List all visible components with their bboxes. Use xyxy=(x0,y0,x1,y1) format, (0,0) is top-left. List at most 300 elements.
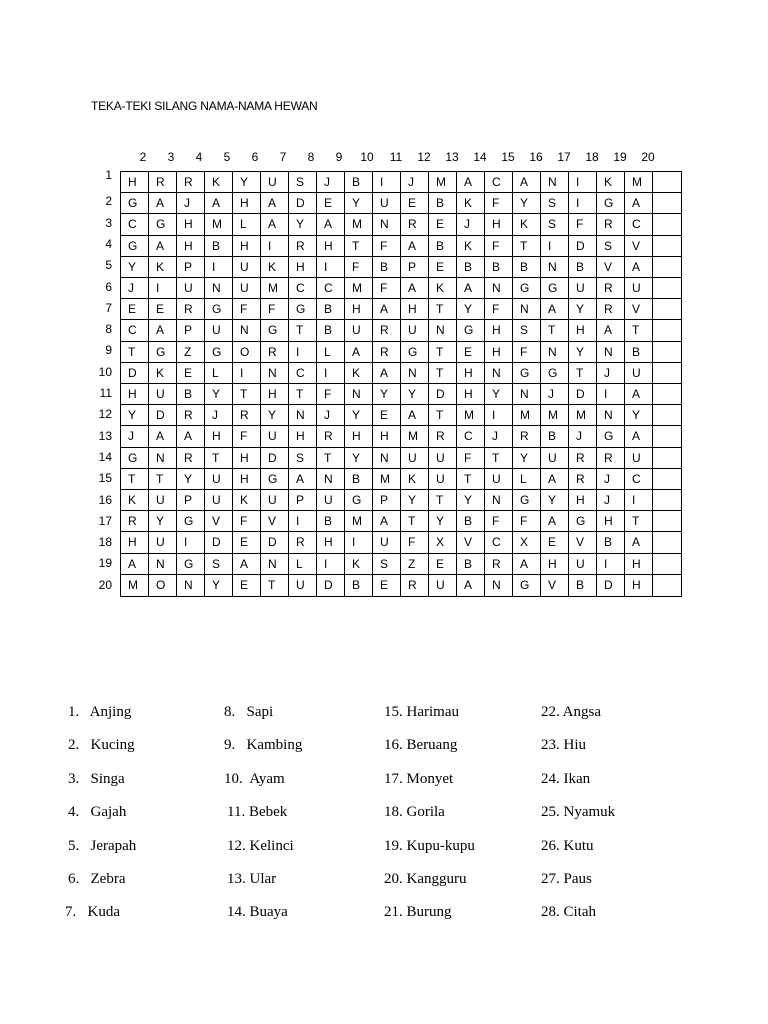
grid-cell: B xyxy=(569,575,597,596)
grid-cell: K xyxy=(261,257,289,278)
grid-cell: A xyxy=(401,405,429,426)
grid-cell: N xyxy=(485,490,513,511)
grid-cell: A xyxy=(625,257,653,278)
grid-cell: A xyxy=(401,278,429,299)
grid-cell: P xyxy=(177,490,205,511)
grid-cell: U xyxy=(261,490,289,511)
grid-cell: K xyxy=(149,363,177,384)
grid-cell: H xyxy=(485,214,513,235)
grid-cell xyxy=(653,384,681,405)
grid-cell: I xyxy=(233,363,261,384)
grid-cell: S xyxy=(597,236,625,257)
grid-cell: N xyxy=(261,554,289,575)
column-number: 20 xyxy=(641,150,655,164)
grid-cell: M xyxy=(541,405,569,426)
grid-cell: J xyxy=(317,172,345,193)
grid-cell: H xyxy=(261,384,289,405)
column-number-header xyxy=(119,150,683,168)
grid-cell: X xyxy=(429,532,457,553)
grid-cell: A xyxy=(625,193,653,214)
grid-cell: T xyxy=(261,575,289,596)
grid-cell: I xyxy=(317,554,345,575)
grid-cell: A xyxy=(261,214,289,235)
grid-cell: U xyxy=(261,426,289,447)
grid-cell: G xyxy=(513,278,541,299)
word-list-item: 26. Kutu xyxy=(541,838,594,854)
grid-cell: J xyxy=(485,426,513,447)
grid-cell xyxy=(653,214,681,235)
grid-cell: A xyxy=(513,172,541,193)
row-number: 5 xyxy=(105,258,112,272)
grid-cell: Y xyxy=(569,299,597,320)
grid-cell: B xyxy=(457,257,485,278)
grid-cell: U xyxy=(261,172,289,193)
grid-cell: T xyxy=(541,320,569,341)
word-list-item: 24. Ikan xyxy=(541,771,591,787)
grid-cell: G xyxy=(261,320,289,341)
grid-cell: G xyxy=(205,299,233,320)
grid-cell xyxy=(653,278,681,299)
grid-cell: H xyxy=(625,554,653,575)
grid-cell: M xyxy=(429,172,457,193)
grid-cell: D xyxy=(569,236,597,257)
grid-cell: F xyxy=(401,532,429,553)
column-number: 15 xyxy=(501,150,515,164)
grid-cell: R xyxy=(317,426,345,447)
grid-cell: F xyxy=(569,214,597,235)
grid-cell: Y xyxy=(457,490,485,511)
grid-cell: J xyxy=(401,172,429,193)
grid-cell: A xyxy=(373,363,401,384)
grid-cell: T xyxy=(513,236,541,257)
grid-cell: R xyxy=(429,426,457,447)
grid-cell xyxy=(653,363,681,384)
word-list-item: 27. Paus xyxy=(541,871,592,887)
grid-cell: G xyxy=(597,193,625,214)
grid-cell: J xyxy=(541,384,569,405)
grid-cell: N xyxy=(513,299,541,320)
word-list-item: 12. Kelinci xyxy=(227,838,294,854)
grid-cell: Y xyxy=(261,405,289,426)
column-number: 11 xyxy=(389,150,403,164)
grid-cell: L xyxy=(513,469,541,490)
grid-cell: A xyxy=(149,320,177,341)
grid-cell: A xyxy=(625,384,653,405)
grid-cell: G xyxy=(541,363,569,384)
grid-cell: I xyxy=(597,384,625,405)
grid-cell: U xyxy=(345,320,373,341)
word-list-item: 11. Bebek xyxy=(227,804,288,820)
grid-cell: T xyxy=(429,299,457,320)
grid-cell: H xyxy=(485,342,513,363)
grid-cell xyxy=(653,511,681,532)
grid-cell: N xyxy=(597,405,625,426)
grid-cell: E xyxy=(233,575,261,596)
grid-cell: N xyxy=(149,554,177,575)
grid-cell: G xyxy=(513,490,541,511)
grid-cell: S xyxy=(541,193,569,214)
grid-cell: D xyxy=(597,575,625,596)
grid-cell xyxy=(653,172,681,193)
word-list-item: 23. Hiu xyxy=(541,737,586,753)
grid-cell: J xyxy=(597,469,625,490)
grid-cell: P xyxy=(401,257,429,278)
grid-cell: U xyxy=(569,278,597,299)
grid-cell: T xyxy=(625,511,653,532)
grid-cell: D xyxy=(317,575,345,596)
word-list-item: 20. Kangguru xyxy=(384,871,467,887)
grid-cell: A xyxy=(457,278,485,299)
row-number: 11 xyxy=(99,386,112,400)
grid-cell: I xyxy=(177,532,205,553)
grid-cell: B xyxy=(485,257,513,278)
grid-cell xyxy=(653,469,681,490)
grid-cell: F xyxy=(317,384,345,405)
grid-cell: U xyxy=(205,469,233,490)
grid-cell: A xyxy=(233,554,261,575)
grid-cell: F xyxy=(485,299,513,320)
grid-cell: U xyxy=(429,575,457,596)
column-number: 7 xyxy=(279,150,287,164)
grid-cell: E xyxy=(429,554,457,575)
grid-cell: P xyxy=(289,490,317,511)
grid-cell: R xyxy=(289,532,317,553)
row-number: 16 xyxy=(98,493,112,507)
grid-cell: P xyxy=(177,257,205,278)
grid-cell: I xyxy=(205,257,233,278)
grid-cell: B xyxy=(541,426,569,447)
grid-cell: E xyxy=(457,342,485,363)
grid-cell: B xyxy=(317,299,345,320)
grid-cell: N xyxy=(373,214,401,235)
grid-cell: R xyxy=(401,575,429,596)
column-number: 10 xyxy=(360,150,374,164)
grid-cell: S xyxy=(205,554,233,575)
grid-cell: C xyxy=(121,214,149,235)
grid-cell: M xyxy=(513,405,541,426)
grid-cell: J xyxy=(569,426,597,447)
grid-cell: H xyxy=(177,236,205,257)
grid-cell: A xyxy=(121,554,149,575)
grid-cell: R xyxy=(569,448,597,469)
row-number: 8 xyxy=(105,322,112,336)
grid-cell: Y xyxy=(177,469,205,490)
row-number: 4 xyxy=(105,237,112,251)
grid-cell: N xyxy=(317,469,345,490)
word-list-item: 19. Kupu-kupu xyxy=(384,838,475,854)
grid-cell: Y xyxy=(485,384,513,405)
grid-cell: B xyxy=(317,511,345,532)
grid-cell: B xyxy=(597,532,625,553)
grid-cell: N xyxy=(345,384,373,405)
grid-cell: N xyxy=(177,575,205,596)
grid-cell: G xyxy=(261,469,289,490)
grid-cell: A xyxy=(597,320,625,341)
grid-cell: Y xyxy=(457,299,485,320)
column-number: 3 xyxy=(167,150,175,164)
grid-cell: T xyxy=(233,384,261,405)
grid-cell: H xyxy=(373,426,401,447)
grid-cell: R xyxy=(401,214,429,235)
grid-cell: F xyxy=(373,278,401,299)
row-number: 1 xyxy=(105,168,112,182)
grid-cell: R xyxy=(373,320,401,341)
grid-cell: G xyxy=(149,214,177,235)
grid-cell: A xyxy=(289,469,317,490)
grid-cell: T xyxy=(485,448,513,469)
grid-cell: M xyxy=(345,214,373,235)
grid-cell: T xyxy=(429,342,457,363)
grid-cell: U xyxy=(541,448,569,469)
grid-cell: I xyxy=(345,532,373,553)
grid-cell xyxy=(653,299,681,320)
column-number: 2 xyxy=(139,150,147,164)
grid-cell: U xyxy=(401,448,429,469)
grid-cell: Y xyxy=(513,448,541,469)
grid-cell: B xyxy=(345,469,373,490)
grid-cell: Y xyxy=(401,384,429,405)
column-number: 14 xyxy=(473,150,487,164)
word-list-item: 21. Burung xyxy=(384,904,452,920)
grid-cell: E xyxy=(401,193,429,214)
grid-cell: H xyxy=(401,299,429,320)
grid-cell: L xyxy=(289,554,317,575)
grid-cell: F xyxy=(261,299,289,320)
column-number: 4 xyxy=(195,150,203,164)
grid-cell: C xyxy=(121,320,149,341)
grid-cell: I xyxy=(625,490,653,511)
grid-cell: N xyxy=(289,405,317,426)
grid-cell: A xyxy=(345,342,373,363)
grid-cell: V xyxy=(205,511,233,532)
grid-cell: H xyxy=(233,448,261,469)
grid-cell: B xyxy=(345,172,373,193)
grid-cell: I xyxy=(569,193,597,214)
grid-cell: K xyxy=(205,172,233,193)
grid-cell: U xyxy=(177,278,205,299)
grid-cell: D xyxy=(149,405,177,426)
grid-cell: U xyxy=(149,532,177,553)
grid-cell: H xyxy=(121,172,149,193)
grid-cell: B xyxy=(429,236,457,257)
grid-cell: N xyxy=(401,363,429,384)
grid-cell: T xyxy=(429,363,457,384)
grid-cell: B xyxy=(457,511,485,532)
row-number: 7 xyxy=(105,301,112,315)
column-number: 8 xyxy=(307,150,315,164)
grid-cell: H xyxy=(205,426,233,447)
grid-cell: F xyxy=(233,426,261,447)
grid-cell: U xyxy=(569,554,597,575)
grid-cell: V xyxy=(625,299,653,320)
grid-cell: N xyxy=(429,320,457,341)
word-list-item: 18. Gorila xyxy=(384,804,445,820)
grid-cell: L xyxy=(205,363,233,384)
grid-cell: F xyxy=(513,342,541,363)
grid-cell: L xyxy=(233,214,261,235)
grid-cell: A xyxy=(373,511,401,532)
row-number: 13 xyxy=(98,429,112,443)
grid-cell: K xyxy=(457,193,485,214)
grid-cell: R xyxy=(597,278,625,299)
grid-cell: Y xyxy=(289,214,317,235)
grid-cell: Y xyxy=(429,511,457,532)
grid-cell xyxy=(653,426,681,447)
grid-cell: I xyxy=(261,236,289,257)
grid-cell xyxy=(653,532,681,553)
grid-cell: B xyxy=(429,193,457,214)
grid-cell: R xyxy=(597,214,625,235)
grid-cell: D xyxy=(121,363,149,384)
grid-cell: R xyxy=(149,172,177,193)
grid-cell: O xyxy=(233,342,261,363)
grid-cell: J xyxy=(317,405,345,426)
grid-cell: C xyxy=(485,172,513,193)
grid-cell: R xyxy=(513,426,541,447)
grid-cell: Y xyxy=(345,405,373,426)
grid-cell: R xyxy=(177,448,205,469)
grid-cell: Y xyxy=(345,193,373,214)
page-title: TEKA-TEKI SILANG NAMA-NAMA HEWAN xyxy=(91,99,318,113)
grid-cell: U xyxy=(429,448,457,469)
grid-cell: S xyxy=(513,320,541,341)
grid-cell: A xyxy=(149,426,177,447)
grid-cell: G xyxy=(401,342,429,363)
grid-cell: X xyxy=(513,532,541,553)
grid-cell: F xyxy=(513,511,541,532)
grid-cell: I xyxy=(569,172,597,193)
word-list-item: 2. Kucing xyxy=(68,737,135,753)
grid-cell: T xyxy=(429,405,457,426)
row-number: 19 xyxy=(98,556,112,570)
grid-cell: R xyxy=(233,405,261,426)
word-list xyxy=(0,700,768,930)
grid-cell: A xyxy=(625,426,653,447)
grid-cell: K xyxy=(429,278,457,299)
grid-cell: G xyxy=(541,278,569,299)
word-list-item: 5. Jerapah xyxy=(68,838,137,854)
grid-cell: I xyxy=(597,554,625,575)
word-list-item: 8. Sapi xyxy=(224,704,274,720)
grid-cell: K xyxy=(457,236,485,257)
grid-cell: G xyxy=(205,342,233,363)
row-number: 6 xyxy=(105,280,112,294)
grid-cell: T xyxy=(625,320,653,341)
grid-cell: A xyxy=(541,299,569,320)
grid-cell: M xyxy=(401,426,429,447)
grid-cell: H xyxy=(289,257,317,278)
row-number: 2 xyxy=(105,194,112,208)
grid-cell: T xyxy=(345,236,373,257)
grid-cell: U xyxy=(149,490,177,511)
grid-cell: U xyxy=(625,363,653,384)
column-number: 6 xyxy=(251,150,259,164)
grid-cell: B xyxy=(625,342,653,363)
grid-cell: E xyxy=(429,257,457,278)
grid-cell: J xyxy=(457,214,485,235)
grid-cell: D xyxy=(261,448,289,469)
grid-cell: S xyxy=(289,172,317,193)
grid-cell: A xyxy=(401,236,429,257)
grid-cell: H xyxy=(457,384,485,405)
row-number: 3 xyxy=(105,216,112,230)
grid-cell: N xyxy=(485,575,513,596)
grid-cell: C xyxy=(289,363,317,384)
word-list-item: 13. Ular xyxy=(227,871,277,887)
grid-cell: Y xyxy=(541,490,569,511)
grid-cell: H xyxy=(233,193,261,214)
grid-cell: G xyxy=(289,299,317,320)
grid-cell: U xyxy=(317,490,345,511)
grid-cell: I xyxy=(317,363,345,384)
grid-cell: B xyxy=(177,384,205,405)
grid-cell: I xyxy=(289,511,317,532)
grid-cell: T xyxy=(569,363,597,384)
word-list-item: 28. Citah xyxy=(541,904,596,920)
row-number: 9 xyxy=(105,343,112,357)
grid-cell: C xyxy=(457,426,485,447)
grid-cell: A xyxy=(513,554,541,575)
column-number: 12 xyxy=(417,150,431,164)
grid-cell: A xyxy=(541,511,569,532)
grid-cell: U xyxy=(373,532,401,553)
word-list-item: 16. Beruang xyxy=(384,737,458,753)
grid-cell: V xyxy=(569,532,597,553)
grid-cell: J xyxy=(597,363,625,384)
grid-cell xyxy=(653,257,681,278)
grid-cell: Y xyxy=(345,448,373,469)
grid-cell: K xyxy=(121,490,149,511)
grid-cell: N xyxy=(541,172,569,193)
grid-cell: T xyxy=(317,448,345,469)
grid-cell: G xyxy=(121,448,149,469)
grid-cell: D xyxy=(569,384,597,405)
grid-cell xyxy=(653,448,681,469)
grid-cell: R xyxy=(261,342,289,363)
grid-cell: G xyxy=(177,511,205,532)
grid-cell: U xyxy=(485,469,513,490)
grid-cell: F xyxy=(233,511,261,532)
grid-cell: E xyxy=(373,405,401,426)
grid-cell: Y xyxy=(513,193,541,214)
grid-cell: I xyxy=(149,278,177,299)
grid-cell: B xyxy=(205,236,233,257)
column-number: 13 xyxy=(445,150,459,164)
grid-cell: M xyxy=(205,214,233,235)
grid-cell: U xyxy=(149,384,177,405)
row-number: 15 xyxy=(98,471,112,485)
grid-cell: U xyxy=(205,490,233,511)
grid-cell: A xyxy=(205,193,233,214)
grid-cell: V xyxy=(541,575,569,596)
grid-cell: I xyxy=(485,405,513,426)
grid-cell: Y xyxy=(205,575,233,596)
grid-cell: U xyxy=(233,257,261,278)
grid-cell: N xyxy=(485,363,513,384)
grid-cell: U xyxy=(289,575,317,596)
grid-cell: E xyxy=(233,532,261,553)
word-list-item: 14. Buaya xyxy=(227,904,288,920)
grid-cell: N xyxy=(541,342,569,363)
grid-cell: C xyxy=(625,214,653,235)
grid-cell: E xyxy=(149,299,177,320)
grid-cell: H xyxy=(345,299,373,320)
grid-cell: Y xyxy=(401,490,429,511)
grid-cell xyxy=(653,193,681,214)
grid-cell xyxy=(653,320,681,341)
grid-cell: Y xyxy=(121,405,149,426)
grid-cell: T xyxy=(289,320,317,341)
